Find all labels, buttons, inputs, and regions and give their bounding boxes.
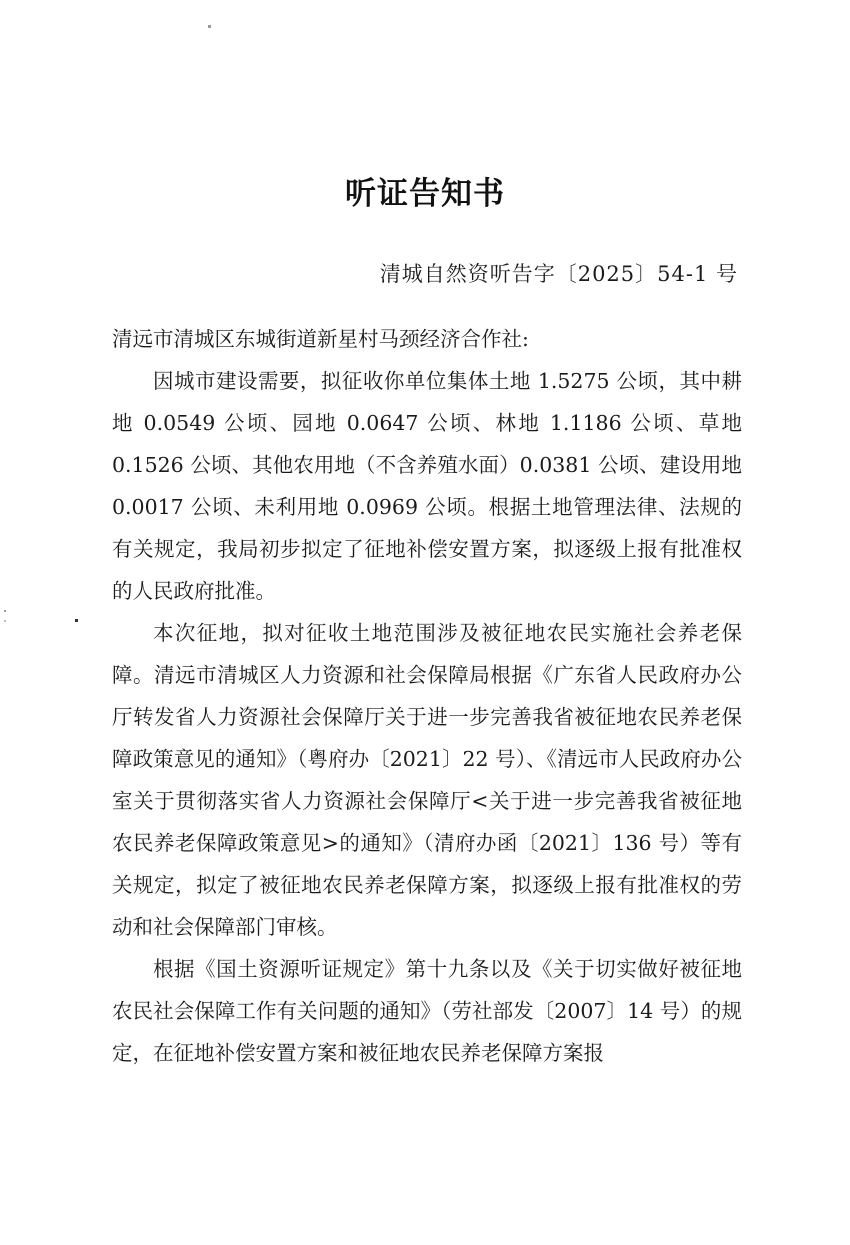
- addressee: 清远市清城区东城街道新星村马颈经济合作社:: [112, 327, 529, 351]
- document-title: 听证告知书: [345, 176, 505, 212]
- document-body: [112, 318, 742, 1074]
- scan-speck: [4, 610, 6, 612]
- scan-speck: [75, 619, 78, 622]
- paragraph-social-security: 本次征地，拟对征收土地范围涉及被征地农民实施社会养老保障。清远市清城区人力资源和社会保障局根据《广东省人民政府办公厅转发省人力资源社会保障厅关于进一步完善我省被征地农民养老保障政策意见的通知》（粤府办〔2021〕22 号）、《清远市人民政府办公室关于贯彻落实省人力资源社会保障厅<关于进一步完善我省被征地农民养老保障政策意见>的通知》（清府办函〔2021〕136 号）等有关规定，拟定了被征地农民养老保障方案，拟逐级上报有批准权的劳动和社会保障部门审核。: [112, 621, 742, 939]
- paragraph-land-acquisition: 因城市建设需要，拟征收你单位集体土地 1.5275 公顷，其中耕地 0.0549 公顷、园地 0.0647 公顷、林地 1.1186 公顷、草地 0.1526 公顷、其他农用地（不含养殖水面）0.0381 公顷、建设用地 0.0017 公顷、未利用地 0.0969 公顷。根据土地管理法律、法规的有关规定，我局初步拟定了征地补偿安置方案，拟逐级上报有批准权的人民政府批准。: [112, 369, 742, 603]
- scan-speck: [4, 620, 6, 622]
- document-number: 清城自然资听告字〔2025〕54-1 号: [379, 262, 738, 286]
- scan-speck: [208, 25, 211, 28]
- paragraph-hearing-basis: 根据《国土资源听证规定》第十九条以及《关于切实做好被征地农民社会保障工作有关问题的通知》（劳社部发〔2007〕14 号）的规定，在征地补偿安置方案和被征地农民养老保障方案报: [112, 957, 742, 1065]
